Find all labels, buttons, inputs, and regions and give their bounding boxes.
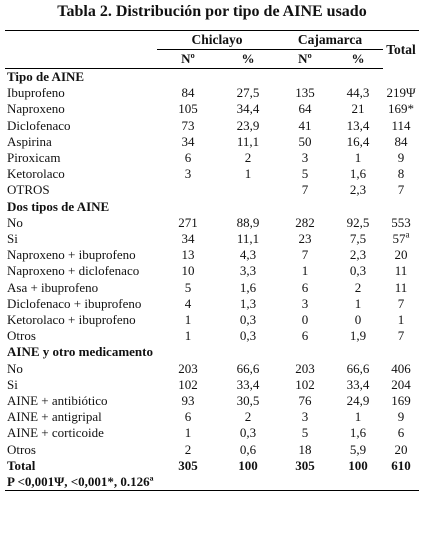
cajamarca-pct: 13,4 [346,117,370,133]
row-label: Otros [7,328,36,344]
chiclayo-n: 105 [178,101,198,117]
row-label: Ketorolaco [7,166,65,182]
cajamarca-n: 3 [301,150,309,166]
section-heading: Dos tipos de AINE [7,198,110,214]
chiclayo-n [157,182,219,198]
chiclayo-n: 34 [181,133,195,149]
table-row [5,425,419,441]
chiclayo-pct: 11,1 [236,133,260,149]
chiclayo-pct: 27,5 [236,85,260,101]
cajamarca-n: 6 [301,279,309,295]
row-total: 20 [394,247,408,263]
cajamarca-pct: 1 [354,150,362,166]
table-row [5,442,419,458]
table-row [5,312,419,328]
cajamarca-n: 76 [298,393,312,409]
table-row [5,215,419,231]
chiclayo-pct: 1,3 [239,295,257,311]
section-heading: Tipo de AINE [7,69,85,84]
cajamarca-n: 1 [301,263,309,279]
chiclayo-n: 4 [184,295,192,311]
chiclayo-pct: 88,9 [236,214,260,230]
chiclayo-pct: 2 [244,409,252,425]
chiclayo-n: 1 [184,425,192,441]
chiclayo-n: 1 [184,312,192,328]
row-total: 8 [397,166,405,182]
cajamarca-n: 7 [301,247,309,263]
header-chiclayo-pct: % [219,50,277,69]
chiclayo-n: 3 [184,166,192,182]
cajamarca-pct: 1,9 [349,328,367,344]
cajamarca-pct: 16,4 [346,133,370,149]
chiclayo-n: 84 [181,85,195,101]
table-row [5,150,419,166]
chiclayo-n: 6 [184,409,192,425]
table-row [5,118,419,134]
cajamarca-pct: 1 [354,295,362,311]
cajamarca-n: 41 [298,117,312,133]
header-cajamarca: Cajamarca [277,31,383,50]
chiclayo-pct: 4,3 [239,247,257,263]
row-label: No [7,214,23,230]
cajamarca-n: 64 [298,101,312,117]
cajamarca-pct: 44,3 [346,85,370,101]
header-cajamarca-pct: % [333,50,383,69]
table-row [5,393,419,409]
table-row [5,328,419,344]
row-total: 610 [391,457,411,473]
cajamarca-n: 6 [301,328,309,344]
row-total: 406 [391,360,411,376]
chiclayo-pct: 1 [244,166,252,182]
header-total: Total [383,31,419,69]
row-label: AINE + antibiótico [7,393,108,409]
header-chiclayo-n: Nº [157,50,219,69]
row-label: Diclofenaco + ibuprofeno [7,295,142,311]
table-row [5,377,419,393]
cajamarca-n: 23 [298,231,312,247]
cajamarca-pct: 1 [354,409,362,425]
row-total: 20 [394,441,408,457]
table-row [5,231,419,247]
row-total: 7 [397,182,405,198]
cajamarca-n: 282 [295,214,315,230]
cajamarca-n: 3 [301,409,309,425]
row-label: Aspirina [7,133,52,149]
chiclayo-pct: 3,3 [239,263,257,279]
row-total: 11 [394,279,408,295]
chiclayo-n: 203 [178,360,198,376]
cajamarca-n: 3 [301,295,309,311]
header-blank [5,31,157,50]
chiclayo-n: 2 [184,441,192,457]
table-row [5,166,419,182]
cajamarca-n: 135 [295,85,315,101]
cajamarca-pct: 2,3 [349,182,367,198]
chiclayo-pct: 34,4 [236,101,260,117]
distribution-table [5,30,419,491]
table-row [5,263,419,279]
header-row-measures [5,50,419,69]
section-heading-row [5,344,419,360]
chiclayo-n: 271 [178,214,198,230]
cajamarca-pct: 0,3 [349,263,367,279]
row-total: 57$^a$ [392,229,410,247]
row-label: AINE + antigripal [7,409,102,425]
chiclayo-pct: 1,6 [239,279,257,295]
header-cajamarca-n: Nº [277,50,333,69]
cajamarca-n: 102 [295,376,315,392]
chiclayo-n: 73 [181,117,195,133]
chiclayo-n: 6 [184,150,192,166]
table-row [5,296,419,312]
cajamarca-pct: 1,6 [349,166,367,182]
row-total: 11 [394,263,408,279]
table-row [5,409,419,425]
cajamarca-n: 5 [301,166,309,182]
chiclayo-pct: 0,3 [239,425,257,441]
chiclayo-pct [219,182,277,198]
row-label: Asa + ibuprofeno [7,279,99,295]
section-heading-row [5,69,419,86]
table-title: Tabla 2. Distribución por tipo de AINE usado [57,3,367,20]
row-label: No [7,360,23,376]
table-row [5,361,419,377]
header-chiclayo: Chiclayo [157,31,277,50]
row-label: Ketorolaco + ibuprofeno [7,312,136,328]
cajamarca-pct: 92,5 [346,214,370,230]
table-row [5,134,419,150]
cajamarca-n: 18 [298,441,312,457]
header-blank-2 [5,50,157,69]
table-row [5,101,419,117]
cajamarca-pct: 5,9 [349,441,367,457]
row-label: AINE + corticoide [7,425,104,441]
row-label: Si [7,231,18,247]
chiclayo-pct: 23,9 [236,117,260,133]
table-row [5,280,419,296]
row-label: Total [7,457,36,473]
chiclayo-n: 5 [184,279,192,295]
row-label: Si [7,376,18,392]
cajamarca-pct: 66,6 [346,360,370,376]
cajamarca-pct: 100 [348,457,368,473]
row-total: 204 [391,376,411,392]
cajamarca-pct: 0 [354,312,362,328]
chiclayo-pct: 2 [244,150,252,166]
cajamarca-n: 5 [301,425,309,441]
chiclayo-pct: 0,6 [239,441,257,457]
footnote: P <0,001Ψ, <0,001*, 0.126ª [5,474,419,491]
cajamarca-pct: 2,3 [349,247,367,263]
footnote-row [5,474,419,491]
cajamarca-n: 203 [295,360,315,376]
section-heading: AINE y otro medicamento [7,344,153,360]
row-total: 169 [391,393,411,409]
row-total: 84 [394,133,408,149]
chiclayo-pct: 0,3 [239,328,257,344]
cajamarca-pct: 33,4 [346,376,370,392]
table-row [5,85,419,101]
cajamarca-n: 305 [295,457,315,473]
row-label: Piroxicam [7,150,61,166]
chiclayo-pct: 11,1 [236,231,260,247]
chiclayo-pct: 33,4 [236,376,260,392]
total-row [5,458,419,474]
cajamarca-pct: 21 [351,101,365,117]
chiclayo-pct: 30,5 [236,393,260,409]
cajamarca-pct: 1,6 [349,425,367,441]
row-total: 7 [397,328,405,344]
row-label: Naproxeno + ibuprofeno [7,247,136,263]
chiclayo-n: 13 [181,247,195,263]
cajamarca-n: 50 [298,133,312,149]
row-total: 1 [397,312,405,328]
cajamarca-pct: 7,5 [349,231,367,247]
row-label: Otros [7,441,36,457]
chiclayo-n: 34 [181,231,195,247]
table-row [5,247,419,263]
header-row-cities [5,31,419,50]
chiclayo-n: 93 [181,393,195,409]
section-heading-row [5,199,419,215]
row-label: Naproxeno + diclofenaco [7,263,140,279]
row-label: Naproxeno [7,101,65,117]
row-total: 7 [397,295,405,311]
row-label: Diclofenaco [7,117,71,133]
cajamarca-pct: 24,9 [346,393,370,409]
chiclayo-n: 1 [184,328,192,344]
cajamarca-n: 7 [301,182,309,198]
cajamarca-pct: 2 [354,279,362,295]
chiclayo-pct: 100 [238,457,258,473]
chiclayo-n: 305 [178,457,198,473]
chiclayo-n: 102 [178,376,198,392]
row-total: 114 [391,117,411,133]
row-total: 553 [391,214,411,230]
row-total: 6 [397,425,405,441]
table-row [5,182,419,198]
chiclayo-n: 10 [181,263,195,279]
chiclayo-pct: 0,3 [239,312,257,328]
row-total: 9 [397,150,405,166]
row-total: 219Ψ [386,85,416,101]
chiclayo-pct: 66,6 [236,360,260,376]
row-total: 9 [397,409,405,425]
row-label: Ibuprofeno [7,85,65,101]
cajamarca-n: 0 [301,312,309,328]
row-label: OTROS [7,182,50,198]
row-total: 169* [388,101,414,117]
